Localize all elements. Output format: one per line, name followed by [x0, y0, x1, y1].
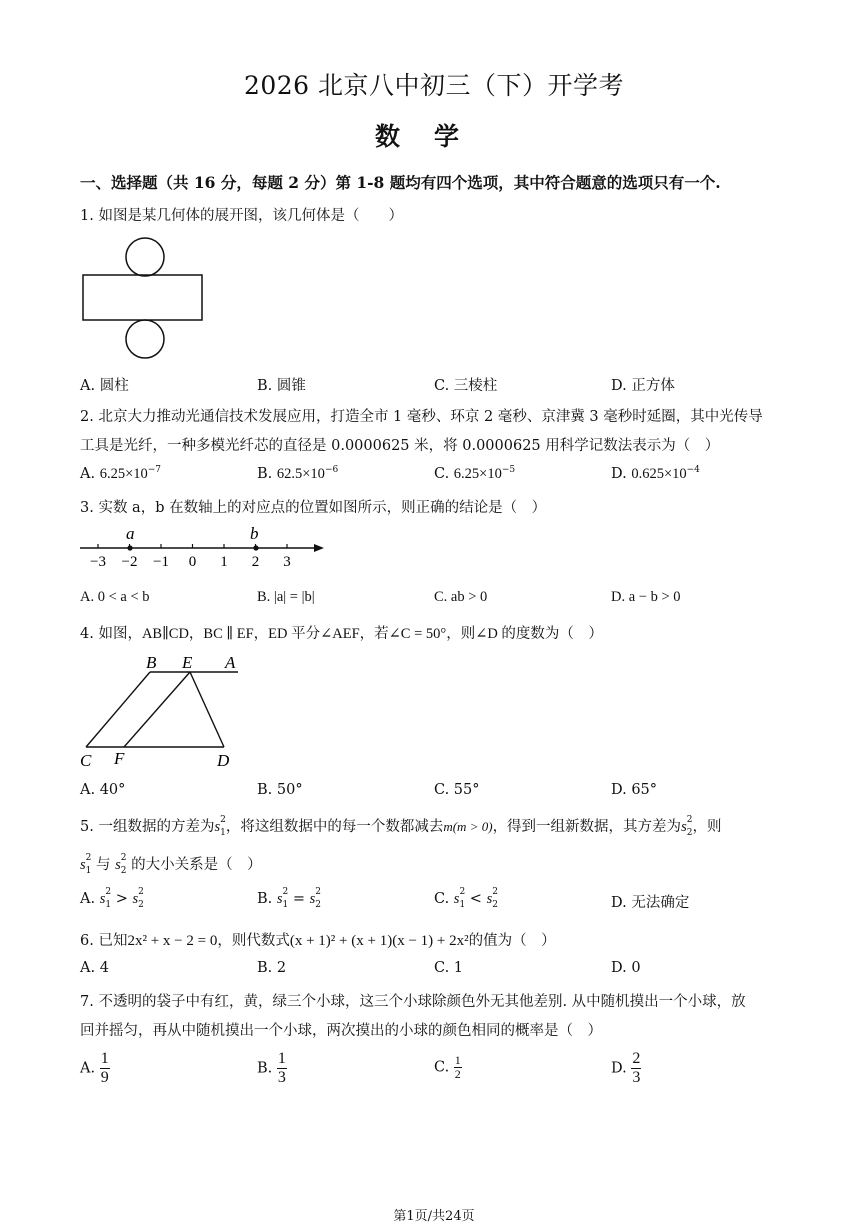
geometry-figure	[78, 650, 248, 772]
page-footer: 第1页/共24页	[393, 1209, 475, 1224]
q1-option-b[interactable]: B. 圆锥	[257, 378, 306, 394]
text-segment: ，则代数式	[217, 933, 290, 949]
q3-option-c[interactable]: C. ab > 0	[434, 589, 488, 605]
question-5-line2: s $_{2 1}$ 与 s $_{2 2}$ 的大小关系是（ ）	[80, 852, 262, 876]
question-4-stem	[80, 622, 603, 643]
axis-tick-label: 2	[251, 554, 260, 570]
point-a-label: a	[126, 524, 135, 543]
q3-option-b[interactable]: B. |a| = |b|	[257, 589, 315, 605]
denominator: 9	[100, 1069, 109, 1086]
text-segment: ，得到一组新数据，其方差为	[492, 819, 682, 835]
axis-tick-label: −3	[90, 554, 106, 570]
denominator: 3	[277, 1069, 286, 1086]
q3-option-d[interactable]: D. a − b > 0	[611, 589, 681, 605]
question-3-stem: 3. 实数 a，b 在数轴上的对应点的位置如图所示，则正确的结论是（ ）	[80, 500, 547, 516]
option-label: B.	[257, 1060, 273, 1077]
axis-tick-label: −1	[153, 554, 169, 570]
label-B: B	[146, 653, 157, 672]
point-a-dot	[127, 545, 132, 550]
denominator: 2	[454, 1067, 461, 1081]
option-label: C.	[434, 1059, 450, 1076]
q5-option-b[interactable]: B. s $_{2 1}$ = s $_{2 2}$	[257, 886, 322, 910]
q1-option-c[interactable]: C. 三棱柱	[434, 378, 498, 394]
point-b-dot	[253, 545, 258, 550]
option-value: 6.25×10	[453, 465, 502, 482]
q7-option-d[interactable]	[611, 1050, 641, 1087]
question-2-line2: 工具是光纤，一种多模光纤芯的直径是 0.0000625 米，将 0.0000625 用科学记数法表示为（ ）	[80, 438, 720, 454]
axis-tick-label: −2	[121, 554, 138, 570]
q5-option-d[interactable]: D. 无法确定	[611, 895, 690, 911]
q2-option-c[interactable]	[434, 465, 515, 483]
numerator: 2	[632, 1050, 641, 1067]
question-5-line1: 5. 一组数据的方差为s $_{2 1}$，将这组数据中的每一个数都减去m(m > 0)，得到一组新数据，其方差为s $_{2 2}$，则	[80, 814, 722, 838]
option-label: C.	[434, 465, 450, 482]
axis-tick-label: 1	[220, 554, 228, 570]
exponent: −6	[324, 465, 339, 475]
q7-option-c[interactable]	[434, 1054, 462, 1081]
fraction	[454, 1054, 462, 1081]
q6-option-b[interactable]: B. 2	[257, 960, 287, 976]
exponent: −4	[686, 465, 700, 475]
text-segment: 的大小关系是（ ）	[131, 857, 262, 873]
q3-option-a[interactable]: A. 0 < a < b	[80, 589, 150, 605]
question-6-stem	[80, 929, 556, 950]
question-7-line1: 7. 不透明的袋子中有红，黄，绿三个小球，这三个小球除颜色外无其他差别. 从中随机摸出一个小球，放	[80, 994, 746, 1010]
q7-option-b[interactable]	[257, 1050, 287, 1087]
q5-option-a[interactable]: A. s $_{2 1}$ > s $_{2 2}$	[80, 886, 144, 910]
option-value: 62.5×10	[276, 465, 325, 482]
q4-option-d[interactable]: D. 65°	[611, 782, 658, 798]
q1-option-d[interactable]: D. 正方体	[611, 378, 675, 394]
fraction	[277, 1050, 287, 1087]
option-value: 0.625×10	[631, 465, 687, 482]
section-heading: 一、选择题（共 16 分，每题 2 分）第 1-8 题均有四个选项，其中符合题意的选项只有一个.	[80, 173, 721, 192]
subject-title: 数学	[374, 122, 493, 151]
numerator: 1	[277, 1050, 286, 1067]
question-7-line2: 回并摇匀，再从中随机摸出一个小球，两次摸出的小球的颜色相同的概率是（ ）	[80, 1023, 602, 1039]
q2-option-d[interactable]	[611, 465, 700, 483]
option-label: A.	[80, 1060, 96, 1077]
q2-option-b[interactable]	[257, 465, 338, 483]
q6-option-c[interactable]: C. 1	[434, 960, 464, 976]
fraction	[631, 1050, 641, 1087]
exponent: −7	[147, 465, 162, 475]
question-2-line1: 2. 北京大力推动光通信技术发展应用，打造全市 1 毫秒、环京 2 毫秒、京津冀 3 毫秒时延圈，其中光传导	[80, 409, 763, 425]
option-label: D.	[611, 1060, 627, 1077]
q6-option-d[interactable]: D. 0	[611, 960, 641, 976]
m-condition: m(m > 0)	[443, 819, 493, 834]
expression: (x + 1)² + (x + 1)(x − 1) + 2x²	[289, 933, 469, 949]
top-circle	[126, 238, 164, 276]
question-1-stem: 1. 如图是某几何体的展开图，该几何体是（ ）	[80, 208, 403, 224]
axis-tick-label: 3	[283, 554, 291, 570]
option-label: B.	[257, 891, 273, 907]
q7-option-a[interactable]	[80, 1050, 110, 1087]
option-label: C.	[434, 891, 450, 907]
q4-option-a[interactable]: A. 40°	[80, 782, 126, 798]
fraction	[100, 1050, 110, 1087]
axis-tick-label: 0	[188, 554, 197, 570]
option-label: A.	[80, 891, 96, 907]
denominator: 3	[632, 1069, 641, 1086]
option-value: 6.25×10	[99, 465, 148, 482]
label-E: E	[182, 653, 193, 672]
stem-math: AB∥CD，BC ∥ EF，ED 平分∠AEF，若∠C = 50°，则∠D 的度数为（ ）	[141, 626, 603, 642]
q4-option-c[interactable]: C. 55°	[434, 782, 480, 798]
text-segment: 6. 已知	[80, 933, 128, 949]
text-segment: ，则	[692, 819, 722, 835]
bottom-circle	[126, 320, 164, 358]
rectangle-face	[83, 275, 202, 320]
label-A: A	[225, 653, 236, 672]
q1-option-a[interactable]: A. 圆柱	[80, 378, 129, 394]
number-line	[78, 522, 328, 572]
option-label: A.	[80, 465, 96, 482]
numerator: 1	[100, 1050, 109, 1067]
text-segment: 的值为（ ）	[468, 933, 556, 949]
option-label: D.	[611, 465, 627, 482]
label-D: D	[217, 751, 230, 770]
q5-option-c[interactable]: C. s $_{2 1}$ < s $_{2 2}$	[434, 886, 498, 910]
q6-option-a[interactable]: A. 4	[80, 960, 109, 976]
q2-option-a[interactable]	[80, 465, 161, 483]
stem-prefix: 4. 如图，	[80, 626, 142, 642]
label-C: C	[80, 751, 92, 770]
point-b-label: b	[250, 524, 259, 543]
equation: 2x² + x − 2 = 0	[127, 933, 218, 949]
q4-option-b[interactable]: B. 50°	[257, 782, 303, 798]
option-label: B.	[257, 465, 273, 482]
text-segment: 5. 一组数据的方差为	[80, 819, 215, 835]
label-F: F	[114, 749, 125, 768]
exponent: −5	[501, 465, 516, 475]
numerator: 1	[454, 1053, 461, 1067]
page-title: 2026 北京八中初三（下）开学考	[243, 71, 625, 100]
text-segment: ，将这组数据中的每一个数都减去	[225, 819, 444, 835]
net-diagram	[80, 235, 210, 363]
